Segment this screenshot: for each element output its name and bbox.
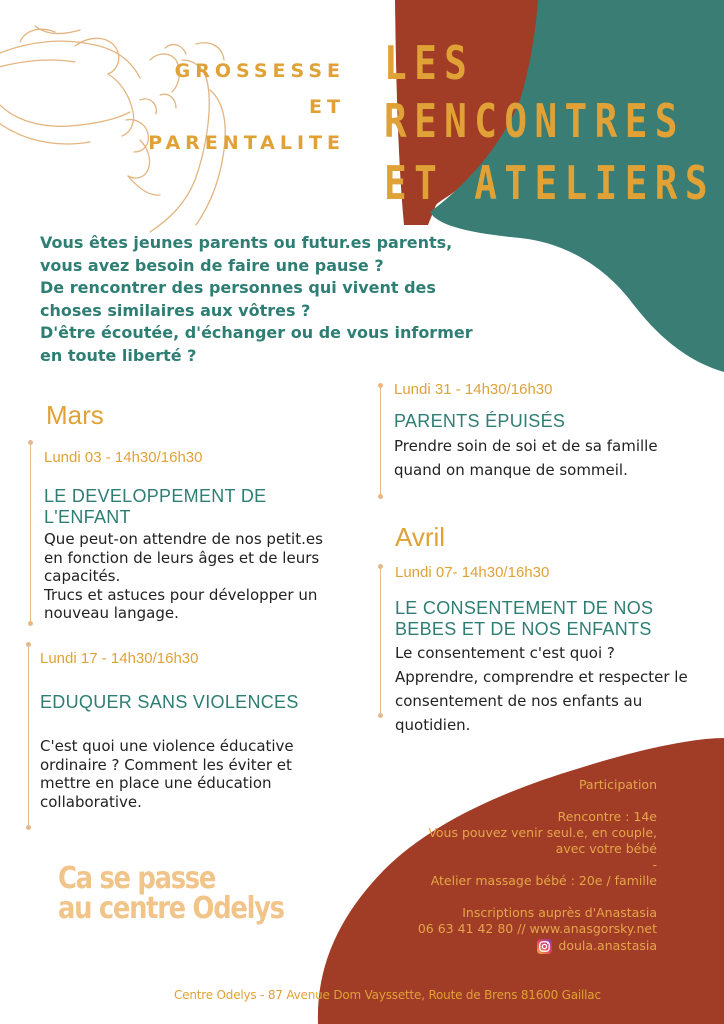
intro-line: D'être écoutée, d'échanger ou de vous informer [40, 323, 473, 342]
intro-line: De rencontrer des personnes qui vivent des [40, 278, 436, 297]
event-description-line: mettre en place une éducation [40, 774, 272, 792]
kicker-line-3: PARENTALITE [148, 132, 345, 154]
event-title-line: BEBES ET DE NOS ENFANTS [395, 619, 652, 639]
participation-line: Atelier massage bébé : 20e / famille [430, 873, 657, 888]
event-title [44, 486, 266, 528]
event-description-line: Apprendre, comprendre et respecter le [395, 668, 688, 686]
event-title [40, 692, 299, 713]
event-description-line: Que peut-on attendre de nos petit.es [44, 530, 323, 548]
footer-address: Centre Odelys - 87 Avenue Dom Vayssette, Route de Brens 81600 Gaillac [174, 988, 601, 1002]
event-title [394, 411, 565, 432]
kicker-line-1: GROSSESSE [174, 60, 345, 82]
event-date: Lundi 31 - 14h30/16h30 [394, 381, 553, 398]
timeline-bar [380, 385, 381, 497]
title-line-2: RENCONTRES [384, 94, 685, 148]
venue-line-1: Ca se passe [58, 861, 216, 896]
event-description [395, 641, 688, 737]
timeline-bar [28, 644, 29, 828]
instagram-handle-row [337, 938, 657, 954]
timeline-bar [380, 566, 381, 716]
timeline-bar [30, 442, 31, 624]
instagram-handle: doula.anastasia [558, 938, 657, 953]
participation-line: Vous pouvez venir seul.e, en couple, [428, 825, 657, 840]
kicker-line-2: ET [309, 96, 345, 118]
event-title [395, 598, 653, 640]
participation-line: avec votre bébé [555, 841, 657, 856]
event-description-line: Prendre soin de soi et de sa famille [394, 437, 658, 455]
intro-line: vous avez besoin de faire une pause ? [40, 255, 384, 275]
event-description-line: collaborative. [40, 792, 142, 811]
event-title-line: EDUQUER SANS VIOLENCES [40, 692, 299, 712]
title-line-3: ET ATELIERS [384, 156, 715, 210]
event-description [44, 530, 323, 623]
intro-line: Vous êtes jeunes parents ou futur.es parents, [40, 233, 453, 252]
participation-contact: 06 63 41 42 80 // www.anasgorsky.net [417, 921, 657, 936]
intro-line: en toute liberté ? [40, 345, 197, 365]
event-description [40, 737, 294, 811]
event-description-line: quotidien. [395, 716, 471, 734]
event-description-line: Trucs et astuces pour développer un [44, 585, 318, 604]
intro-text [40, 232, 510, 367]
event-description [394, 434, 658, 482]
event-title-line: LE CONSENTEMENT DE NOS [395, 598, 654, 618]
participation-block [337, 777, 657, 954]
event-title-line: L'ENFANT [44, 507, 131, 527]
event-description-line: quand on manque de sommeil. [394, 461, 628, 479]
event-date: Lundi 07- 14h30/16h30 [395, 564, 550, 581]
participation-heading: Participation [578, 777, 657, 792]
event-description-line: nouveau langage. [44, 604, 179, 622]
instagram-icon [537, 939, 552, 954]
title-line-1: LES [384, 36, 475, 90]
event-description-line: capacités. [44, 567, 121, 585]
month-march: Mars [46, 400, 104, 430]
event-description-line: ordinaire ? Comment les éviter et [40, 755, 292, 774]
venue-line-2: au centre Odelys [58, 891, 284, 926]
participation-line: - [652, 857, 657, 872]
event-date: Lundi 03 - 14h30/16h30 [44, 449, 203, 466]
event-description-line: C'est quoi une violence éducative [40, 737, 294, 755]
event-description-line: Le consentement c'est quoi ? [395, 644, 615, 662]
event-description-line: en fonction de leurs âges et de leurs [44, 548, 320, 567]
participation-contact: Inscriptions auprès d'Anastasia [462, 905, 657, 920]
event-date: Lundi 17 - 14h30/16h30 [40, 650, 199, 667]
event-description-line: consentement de nos enfants au [395, 692, 643, 710]
participation-line: Rencontre : 14e [557, 809, 657, 824]
month-april: Avril [395, 522, 446, 552]
intro-line: choses similaires aux vôtres ? [40, 300, 311, 320]
event-title-line: LE DEVELOPPEMENT DE [44, 486, 267, 506]
event-title-line: PARENTS ÉPUISÉS [394, 411, 566, 431]
hands-line-drawing-icon [0, 26, 225, 232]
